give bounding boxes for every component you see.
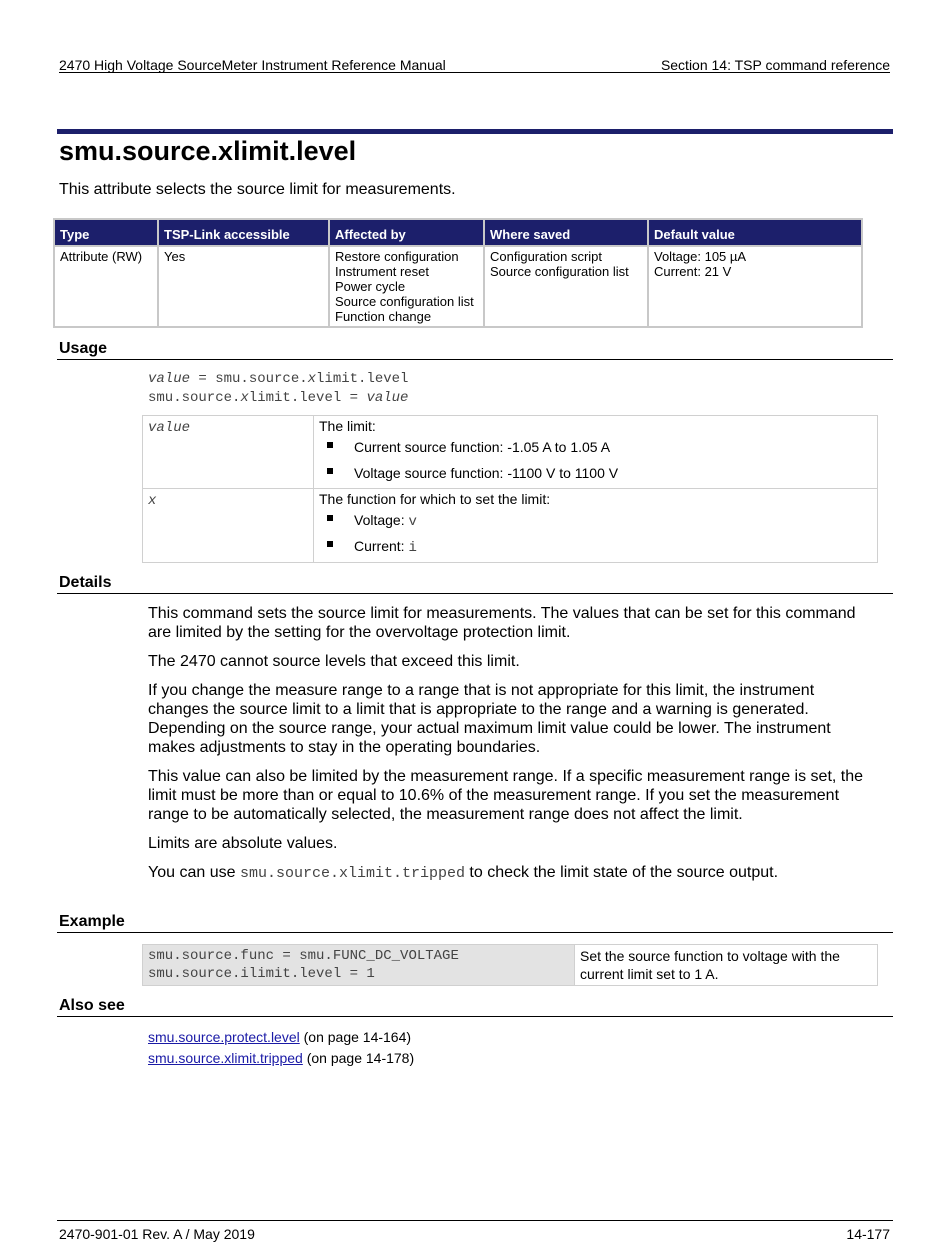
details-paragraph: This command sets the source limit for measurements. The values that can be set for this command are limited by the setting for the overvoltage protection limit. [148, 605, 856, 641]
where-saved-item: Source configuration list [490, 264, 629, 279]
list-item [148, 1027, 414, 1048]
page-header [59, 57, 890, 73]
list-item-code: i [408, 540, 417, 556]
details-body [148, 604, 873, 893]
example-table [142, 944, 878, 986]
param-bullet-list [319, 512, 872, 556]
also-see-list [148, 1027, 414, 1069]
affected-by-item: Function change [335, 309, 432, 324]
link-protect-level[interactable]: smu.source.protect.level [148, 1029, 300, 1045]
list-item [319, 439, 872, 465]
usage-text: limit.level = [248, 390, 367, 406]
usage-syntax [148, 370, 408, 408]
usage-x: x [240, 390, 249, 406]
attribute-table [53, 218, 863, 328]
cell-type: Attribute (RW) [54, 246, 158, 327]
list-item-text: Current: [354, 538, 409, 554]
param-bullet-list [319, 439, 872, 483]
example-code-line: smu.source.ilimit.level = 1 [148, 966, 375, 982]
list-item [319, 465, 872, 483]
details-text: to check the limit state of the source output. [464, 864, 779, 881]
details-paragraph [148, 863, 873, 883]
link-page-ref: (on page 14-178) [302, 1050, 415, 1066]
col-type-header: Type [54, 219, 158, 246]
param-description [314, 416, 878, 489]
intro-text: This attribute selects the source limit for measurements. [59, 181, 456, 198]
usage-line-set [148, 389, 408, 408]
col-where-saved-header: Where saved [484, 219, 648, 246]
param-row-x [143, 489, 878, 563]
cell-tsp-link: Yes [158, 246, 329, 327]
bullet-icon [327, 515, 333, 521]
default-value-item: Current: 21 V [654, 264, 732, 279]
usage-var: value [366, 390, 409, 406]
also-see-heading: Also see [57, 997, 893, 1017]
details-paragraph: This value can also be limited by the measurement range. If a specific measurement range is set, the limit must be more than or equal to 10.6% of the measurement range. If you set the measurement range to be automatically selected, the measurement range does not affect the limit. [148, 768, 864, 823]
affected-by-item: Source configuration list [335, 294, 474, 309]
col-tsp-link-header: TSP-Link accessible [158, 219, 329, 246]
param-description [314, 489, 878, 563]
example-heading: Example [57, 913, 893, 933]
param-row-value [143, 416, 878, 489]
example-code [143, 945, 575, 986]
list-item-text: Voltage: [354, 512, 409, 528]
link-page-ref: (on page 14-164) [299, 1029, 412, 1045]
usage-line-get [148, 370, 408, 389]
details-code: smu.source.xlimit.tripped [239, 865, 465, 882]
param-name-text: value [148, 420, 191, 436]
list-item [319, 512, 872, 538]
usage-text: smu.source. [148, 390, 241, 406]
example-code-line: smu.source.func = smu.FUNC_DC_VOLTAGE [148, 948, 459, 964]
usage-heading: Usage [57, 340, 893, 360]
header-manual-title: 2470 High Voltage SourceMeter Instrument Reference Manual [59, 57, 446, 73]
param-desc-text: The limit: [319, 418, 376, 434]
details-heading: Details [57, 574, 893, 594]
list-item [319, 538, 872, 556]
list-item-code: v [408, 514, 417, 530]
bullet-icon [327, 468, 333, 474]
footer-doc-id: 2470-901-01 Rev. A / May 2019 [59, 1226, 255, 1242]
col-affected-by-header: Affected by [329, 219, 484, 246]
where-saved-item: Configuration script [490, 249, 602, 264]
page-title: smu.source.xlimit.level [59, 136, 357, 166]
affected-by-item: Instrument reset [335, 264, 429, 279]
cell-affected-by [329, 246, 484, 327]
example-row [143, 945, 878, 986]
list-item-text: Current source function: -1.05 A to 1.05 A [354, 439, 611, 455]
param-name [143, 489, 314, 563]
header-section-title: Section 14: TSP command reference [660, 57, 890, 73]
bullet-icon [327, 541, 333, 547]
usage-x: x [307, 371, 317, 387]
list-item [148, 1048, 414, 1069]
example-description: Set the source function to voltage with the current limit set to 1 A. [575, 945, 878, 986]
attribute-table-row [54, 246, 862, 327]
list-item-text: Voltage source function: -1100 V to 1100 V [354, 465, 619, 481]
link-xlimit-tripped[interactable]: smu.source.xlimit.tripped [148, 1050, 303, 1066]
page-footer [57, 1220, 893, 1242]
title-rule [57, 129, 893, 134]
details-paragraph: The 2470 cannot source levels that exceed this limit. [148, 653, 520, 670]
affected-by-item: Power cycle [335, 279, 406, 294]
cell-default-value [648, 246, 862, 327]
col-default-value-header: Default value [648, 219, 862, 246]
param-name [143, 416, 314, 489]
default-value-item: Voltage: 105 µA [654, 249, 747, 264]
usage-var: value [148, 371, 191, 387]
attribute-table-header [54, 219, 862, 246]
footer-page-number: 14-177 [846, 1226, 890, 1242]
param-desc-text: The function for which to set the limit: [319, 491, 551, 507]
affected-by-item: Restore configuration [335, 249, 459, 264]
bullet-icon [327, 442, 333, 448]
details-paragraph: Limits are absolute values. [148, 835, 338, 852]
usage-text: limit.level [316, 371, 409, 387]
details-paragraph: If you change the measure range to a range that is not appropriate for this limit, the instrument changes the source limit to a limit that is appropriate to the range and a warning is generated. Depending on the source range, your actual maximum limit value could be lower. The instrument makes adjustments to stay in the operating boundaries. [148, 682, 831, 756]
parameter-table [142, 415, 878, 563]
cell-where-saved [484, 246, 648, 327]
usage-text: = smu.source. [190, 371, 308, 387]
param-name-text: x [148, 493, 157, 509]
details-text: You can use [148, 864, 240, 881]
